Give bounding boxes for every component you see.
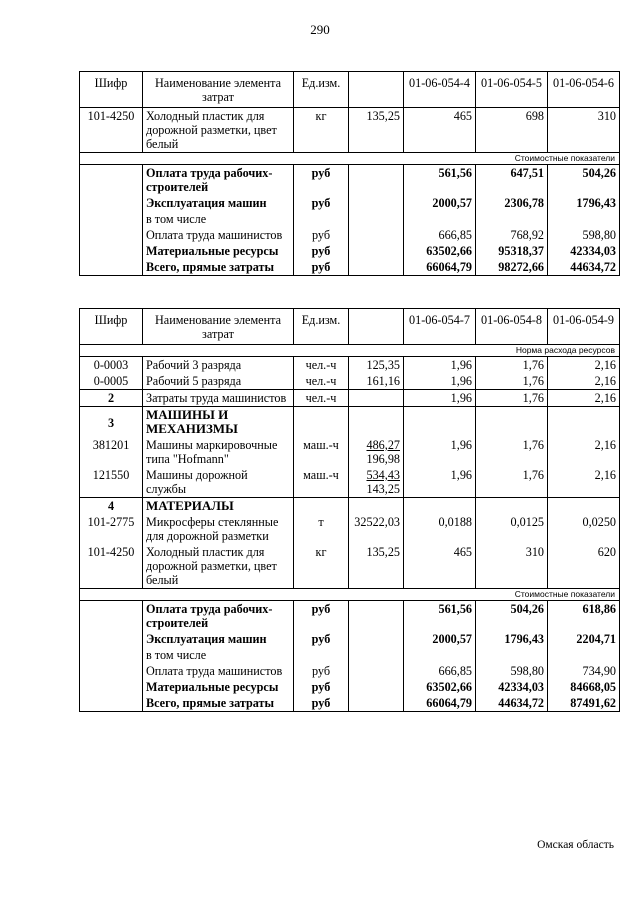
- band-label: Стоимостные показатели: [80, 589, 620, 601]
- row-code: 121550: [80, 467, 143, 498]
- row-code: 2: [80, 390, 143, 407]
- row-value-2: 1,76: [476, 390, 548, 407]
- row-value-3: 618,86: [548, 601, 620, 632]
- table-row: [80, 514, 620, 544]
- row-value-2: 42334,03: [476, 679, 548, 695]
- row-code: 101-4250: [80, 108, 143, 153]
- band-label: Стоимостные показатели: [80, 153, 620, 165]
- row-name: Холодный пластик для дорожной разметки, цвет белый: [143, 544, 294, 589]
- row-value-1: 2000,57: [404, 195, 476, 211]
- table-row: [80, 211, 620, 227]
- table-header: [80, 72, 620, 108]
- row-unit: руб: [294, 195, 349, 211]
- table-row: [80, 195, 620, 211]
- table-row: [80, 373, 620, 390]
- row-unit: т: [294, 514, 349, 544]
- row-value-1: 1,96: [404, 437, 476, 467]
- row-name: Эксплуатация машин: [143, 195, 294, 211]
- row-value-2: 698: [476, 108, 548, 153]
- table-row: [80, 663, 620, 679]
- section-code: 3: [80, 407, 143, 438]
- table-row: [80, 544, 620, 589]
- row-price: 32522,03: [349, 514, 404, 544]
- row-value-2: 768,92: [476, 227, 548, 243]
- row-value-3: 42334,03: [548, 243, 620, 259]
- row-name: Рабочий 5 разряда: [143, 373, 294, 390]
- row-value-3: 504,26: [548, 165, 620, 196]
- row-value-2: 598,80: [476, 663, 548, 679]
- table-row: [80, 243, 620, 259]
- row-value-3: 2204,71: [548, 631, 620, 647]
- section-title: МАШИНЫ И МЕХАНИЗМЫ: [143, 407, 294, 438]
- row-value-3: 734,90: [548, 663, 620, 679]
- table-row: [80, 695, 620, 712]
- header-col-3: 01-06-054-6: [548, 72, 620, 108]
- header-name: Наименование элемента затрат: [143, 72, 294, 108]
- row-price: 135,25: [349, 544, 404, 589]
- row-value-1: 1,96: [404, 373, 476, 390]
- row-name: Микросферы стеклянные для дорожной разметки: [143, 514, 294, 544]
- row-value-1: 2000,57: [404, 631, 476, 647]
- section-row: [80, 498, 620, 515]
- row-value-3: 620: [548, 544, 620, 589]
- row-unit: руб: [294, 663, 349, 679]
- row-value-1: 561,56: [404, 601, 476, 632]
- row-value-2: 1,76: [476, 357, 548, 374]
- table-row: [80, 679, 620, 695]
- row-name: в том числе: [143, 647, 294, 663]
- row-unit: руб: [294, 695, 349, 712]
- row-value-2: 98272,66: [476, 259, 548, 276]
- row-value-3: 0,0250: [548, 514, 620, 544]
- row-name: Материальные ресурсы: [143, 679, 294, 695]
- table-row: [80, 165, 620, 196]
- cost-table-1: [79, 71, 620, 276]
- row-name: Материальные ресурсы: [143, 243, 294, 259]
- row-price: 534,43: [366, 468, 400, 482]
- row-value-1: 1,96: [404, 357, 476, 374]
- row-price: 161,16: [349, 373, 404, 390]
- row-unit: руб: [294, 165, 349, 196]
- row-value-3: 1796,43: [548, 195, 620, 211]
- row-unit: маш.-ч: [294, 467, 349, 498]
- header-unit: Ед.изм.: [294, 309, 349, 345]
- row-unit: чел.-ч: [294, 373, 349, 390]
- row-value-1: 465: [404, 544, 476, 589]
- page-number: 290: [310, 22, 330, 37]
- section-title: МАТЕРИАЛЫ: [143, 498, 294, 515]
- row-price: 125,35: [349, 357, 404, 374]
- row-value-3: 44634,72: [548, 259, 620, 276]
- header-price: [349, 309, 404, 345]
- header-col-3: 01-06-054-9: [548, 309, 620, 345]
- table-row: [80, 390, 620, 407]
- row-name: Всего, прямые затраты: [143, 259, 294, 276]
- row-value-2: 1,76: [476, 373, 548, 390]
- row-unit: руб: [294, 631, 349, 647]
- row-value-2: 0,0125: [476, 514, 548, 544]
- row-value-3: 598,80: [548, 227, 620, 243]
- row-value-1: 63502,66: [404, 679, 476, 695]
- row-value-3: 2,16: [548, 373, 620, 390]
- row-value-1: 1,96: [404, 467, 476, 498]
- header-price: [349, 72, 404, 108]
- header-unit: Ед.изм.: [294, 72, 349, 108]
- band-row: [80, 589, 620, 601]
- row-value-3: 87491,62: [548, 695, 620, 712]
- row-value-1: 66064,79: [404, 695, 476, 712]
- cost-table-2: [79, 308, 620, 712]
- row-value-3: 84668,05: [548, 679, 620, 695]
- row-name: Эксплуатация машин: [143, 631, 294, 647]
- row-value-1: 0,0188: [404, 514, 476, 544]
- row-code: 101-2775: [80, 514, 143, 544]
- header-col-2: 01-06-054-5: [476, 72, 548, 108]
- row-code: 0-0003: [80, 357, 143, 374]
- row-name: Машины маркировочные типа "Hofmann": [143, 437, 294, 467]
- row-value-2: 1,76: [476, 437, 548, 467]
- row-code: 101-4250: [80, 544, 143, 589]
- header-col-1: 01-06-054-4: [404, 72, 476, 108]
- table-row: [80, 437, 620, 467]
- row-value-1: 666,85: [404, 663, 476, 679]
- row-price-operator: 143,25: [366, 482, 400, 496]
- band-row: [80, 345, 620, 357]
- row-name: в том числе: [143, 211, 294, 227]
- row-price: 486,27: [366, 438, 400, 452]
- row-unit: руб: [294, 679, 349, 695]
- header-col-2: 01-06-054-8: [476, 309, 548, 345]
- row-code: 381201: [80, 437, 143, 467]
- row-name: Машины дорожной службы: [143, 467, 294, 498]
- row-unit: руб: [294, 601, 349, 632]
- row-value-3: 2,16: [548, 390, 620, 407]
- row-value-2: 647,51: [476, 165, 548, 196]
- row-value-1: 561,56: [404, 165, 476, 196]
- section-row: [80, 407, 620, 438]
- table-row: [80, 647, 620, 663]
- header-code: Шифр: [80, 72, 143, 108]
- row-unit: кг: [294, 544, 349, 589]
- table-row: [80, 357, 620, 374]
- row-unit: руб: [294, 243, 349, 259]
- row-unit: руб: [294, 227, 349, 243]
- row-unit: руб: [294, 259, 349, 276]
- row-unit: маш.-ч: [294, 437, 349, 467]
- row-value-3: 2,16: [548, 467, 620, 498]
- row-name: Оплата труда машинистов: [143, 227, 294, 243]
- table-row: [80, 467, 620, 498]
- footer-region: Омская область: [537, 839, 614, 851]
- row-name: Холодный пластик для дорожной разметки, цвет белый: [143, 108, 294, 153]
- row-name: Рабочий 3 разряда: [143, 357, 294, 374]
- row-name: Затраты труда машинистов: [143, 390, 294, 407]
- band-label: Норма расхода ресурсов: [80, 345, 620, 357]
- row-value-1: 1,96: [404, 390, 476, 407]
- section-code: 4: [80, 498, 143, 515]
- table-row: [80, 631, 620, 647]
- table-header: [80, 309, 620, 345]
- row-value-1: 63502,66: [404, 243, 476, 259]
- row-price-operator: 196,98: [366, 452, 400, 466]
- row-value-1: 666,85: [404, 227, 476, 243]
- table-row: [80, 601, 620, 632]
- row-price: 135,25: [349, 108, 404, 153]
- row-unit: чел.-ч: [294, 357, 349, 374]
- row-value-2: 2306,78: [476, 195, 548, 211]
- table-row: [80, 227, 620, 243]
- row-value-2: 504,26: [476, 601, 548, 632]
- row-unit: кг: [294, 108, 349, 153]
- row-name: Всего, прямые затраты: [143, 695, 294, 712]
- row-value-3: 310: [548, 108, 620, 153]
- row-name: Оплата труда рабочих-строителей: [143, 165, 294, 196]
- table-row: [80, 108, 620, 153]
- row-value-2: 95318,37: [476, 243, 548, 259]
- band-row: [80, 153, 620, 165]
- row-value-1: 465: [404, 108, 476, 153]
- row-value-1: 66064,79: [404, 259, 476, 276]
- row-value-2: 44634,72: [476, 695, 548, 712]
- row-value-3: 2,16: [548, 357, 620, 374]
- table-row: [80, 259, 620, 276]
- row-unit: чел.-ч: [294, 390, 349, 407]
- row-code: 0-0005: [80, 373, 143, 390]
- header-col-1: 01-06-054-7: [404, 309, 476, 345]
- row-value-2: 1796,43: [476, 631, 548, 647]
- row-value-2: 1,76: [476, 467, 548, 498]
- row-value-2: 310: [476, 544, 548, 589]
- row-name: Оплата труда рабочих-строителей: [143, 601, 294, 632]
- row-name: Оплата труда машинистов: [143, 663, 294, 679]
- header-code: Шифр: [80, 309, 143, 345]
- row-value-3: 2,16: [548, 437, 620, 467]
- header-name: Наименование элемента затрат: [143, 309, 294, 345]
